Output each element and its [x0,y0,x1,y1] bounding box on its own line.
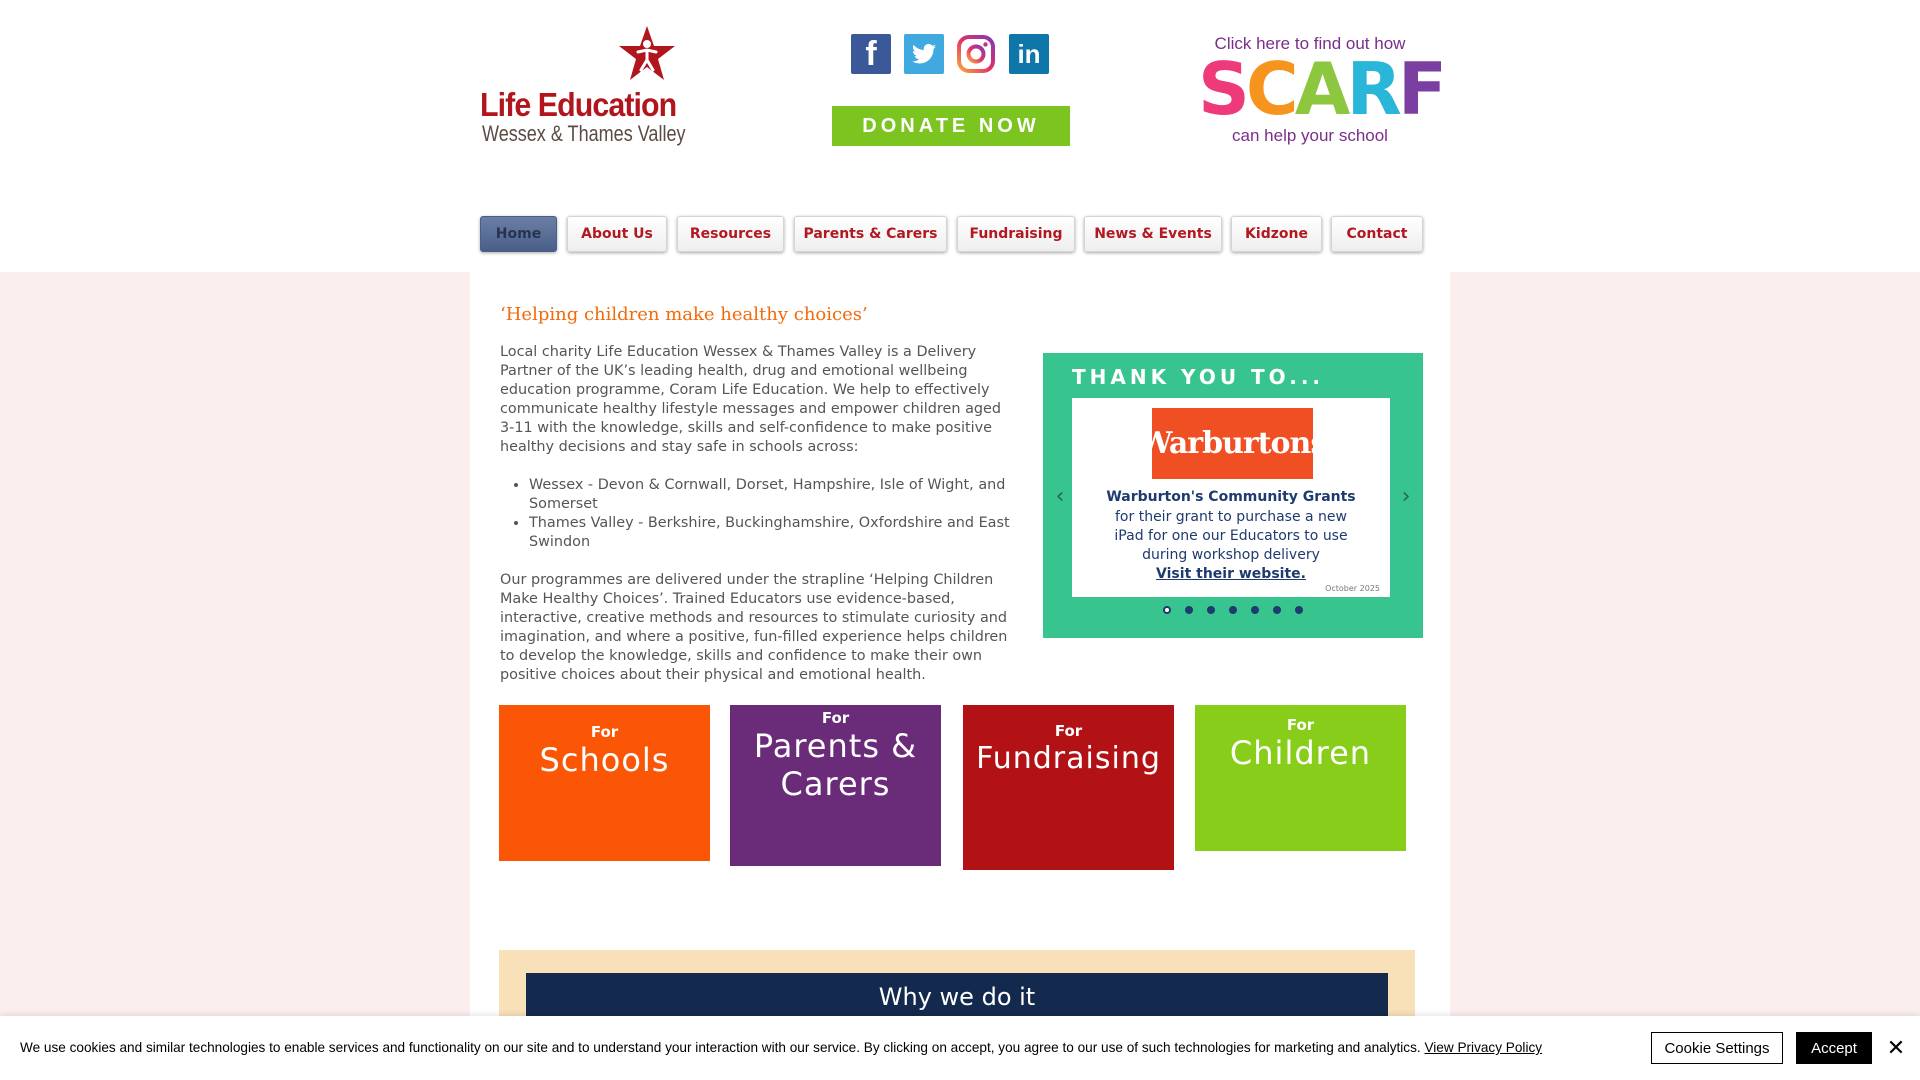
instagram-icon[interactable] [956,34,996,74]
carousel-dot[interactable] [1251,606,1259,614]
for-fundraising-tile[interactable] [963,705,1174,870]
nav-contact[interactable]: Contact [1331,216,1423,252]
warburtons-logo: Warburtons [1152,408,1313,479]
carousel-slide [1072,398,1390,597]
nav-news-events[interactable]: News & Events [1084,216,1222,252]
carousel-dot[interactable] [1207,606,1215,614]
intro-text [500,343,1012,685]
tile-fundraising-label: Fundraising [976,741,1161,776]
slide-description: for their grant to purchase a new iPad for one our Educators to use during workshop delivery [1114,509,1348,563]
thank-you-carousel [1043,353,1423,638]
visit-website-link[interactable]: Visit their website. [1156,566,1306,582]
carousel-dot[interactable] [1229,606,1237,614]
nav-resources[interactable]: Resources [677,216,784,252]
intro-paragraph-2: Our programmes are delivered under the strapline ‘Helping Children Make Healthy Choices’. Trained Educators use evidence-based, interactive, creative methods and resources to stimulate curiosity and imagination, and where a positive, fun-filled experience helps children to develop the knowledge, skills and confidence to make their own positive choices about their physical and emotional health. [500,572,1008,683]
star-logo-icon [616,24,678,84]
carousel-pagination [1043,606,1423,614]
nav-fundraising[interactable]: Fundraising [957,216,1075,252]
tile-schools-label: Schools [539,741,670,779]
carousel-dot[interactable] [1185,606,1193,614]
twitter-bird-icon [912,44,936,64]
carousel-dot[interactable] [1295,606,1303,614]
for-children-tile[interactable] [1195,705,1406,851]
cookie-banner [0,1016,1920,1080]
region-wessex: • Wessex - Devon & Cornwall, Dorset, Hampshire, Isle of Wight, and Somerset [529,476,1012,514]
close-icon[interactable]: ✕ [1886,1035,1906,1061]
tile-for-label: For [1054,722,1083,740]
scarf-letter-a: A [1294,47,1347,131]
why-we-do-it-heading: Why we do it [526,973,1388,1021]
chevron-left-icon[interactable]: ‹ [1055,483,1065,509]
privacy-policy-link[interactable]: View Privacy Policy [1424,1040,1543,1055]
tile-children-label: Children [1229,734,1372,772]
linkedin-icon[interactable] [1009,34,1049,74]
for-parents-carers-tile[interactable] [730,705,941,866]
donate-now-button[interactable]: DONATE NOW [832,106,1070,146]
scarf-letter-f: F [1397,47,1444,131]
tile-for-label: For [590,723,619,741]
accept-button[interactable]: Accept [1796,1032,1872,1064]
cookie-message-text: We use cookies and similar technologies to enable services and functionality on our site and to understand your interaction with our service. By clicking on accept, you agree to our use of such technologies for marketing and analytics. [20,1040,1425,1055]
linkedin-glyph: in [1017,38,1041,69]
tile-for-label: For [821,709,850,727]
intro-paragraph-1: Local charity Life Education Wessex & Thames Valley is a Delivery Partner of the UK’s leading health, drug and emotional wellbeing education programme, Coram Life Education. We help to effectively communicate healthy lifestyle messages and empower children aged 3-11 with the knowledge, skills and self-confidence to make positive healthy decisions and stay safe in schools across: [500,344,1002,455]
for-schools-tile[interactable] [499,705,710,861]
carousel-dot[interactable] [1163,606,1171,614]
region-thames-valley: • Thames Valley - Berkshire, Buckinghamshire, Oxfordshire and East Swindon [529,514,1012,552]
twitter-icon[interactable] [904,34,944,74]
nav-home[interactable]: Home [480,216,557,252]
scarf-letter-r: R [1346,47,1398,131]
tile-parents-carers-label: Parents & Carers [753,727,918,803]
scarf-wordmark [1194,47,1444,131]
life-education-logo[interactable] [480,24,686,149]
page-tagline: ‘Helping children make healthy choices’ [500,304,868,325]
slide-date: October 2025 [1325,584,1380,593]
nav-parents-carers[interactable]: Parents & Carers [794,216,947,252]
instagram-camera-icon [956,34,996,74]
cookie-message [20,1040,1542,1055]
chevron-right-icon[interactable]: › [1401,483,1411,509]
carousel-title: THANK YOU TO... [1072,365,1325,389]
nav-about-us[interactable]: About Us [567,216,667,252]
scarf-letter-c: C [1245,47,1295,131]
svg-text:SCARF [1198,47,1443,131]
cookie-settings-button[interactable]: Cookie Settings [1651,1032,1783,1064]
scarf-promo-bottom: can help your school [1232,126,1388,145]
main-content [470,272,1450,1080]
logo-title: Life Education [480,86,677,123]
scarf-promo-banner[interactable] [1190,30,1444,150]
site-header [0,0,1920,272]
carousel-dot[interactable] [1273,606,1281,614]
facebook-icon[interactable] [851,34,891,74]
slide-heading: Warburton's Community Grants [1106,489,1356,505]
nav-kidzone[interactable]: Kidzone [1231,216,1322,252]
facebook-glyph: f [865,34,877,73]
regions-list [529,476,1012,552]
scarf-letter-s: S [1198,47,1246,131]
tile-for-label: For [1286,716,1315,734]
logo-subtitle: Wessex & Thames Valley [482,121,686,146]
scarf-promo-top: Click here to find out how [1214,34,1406,53]
